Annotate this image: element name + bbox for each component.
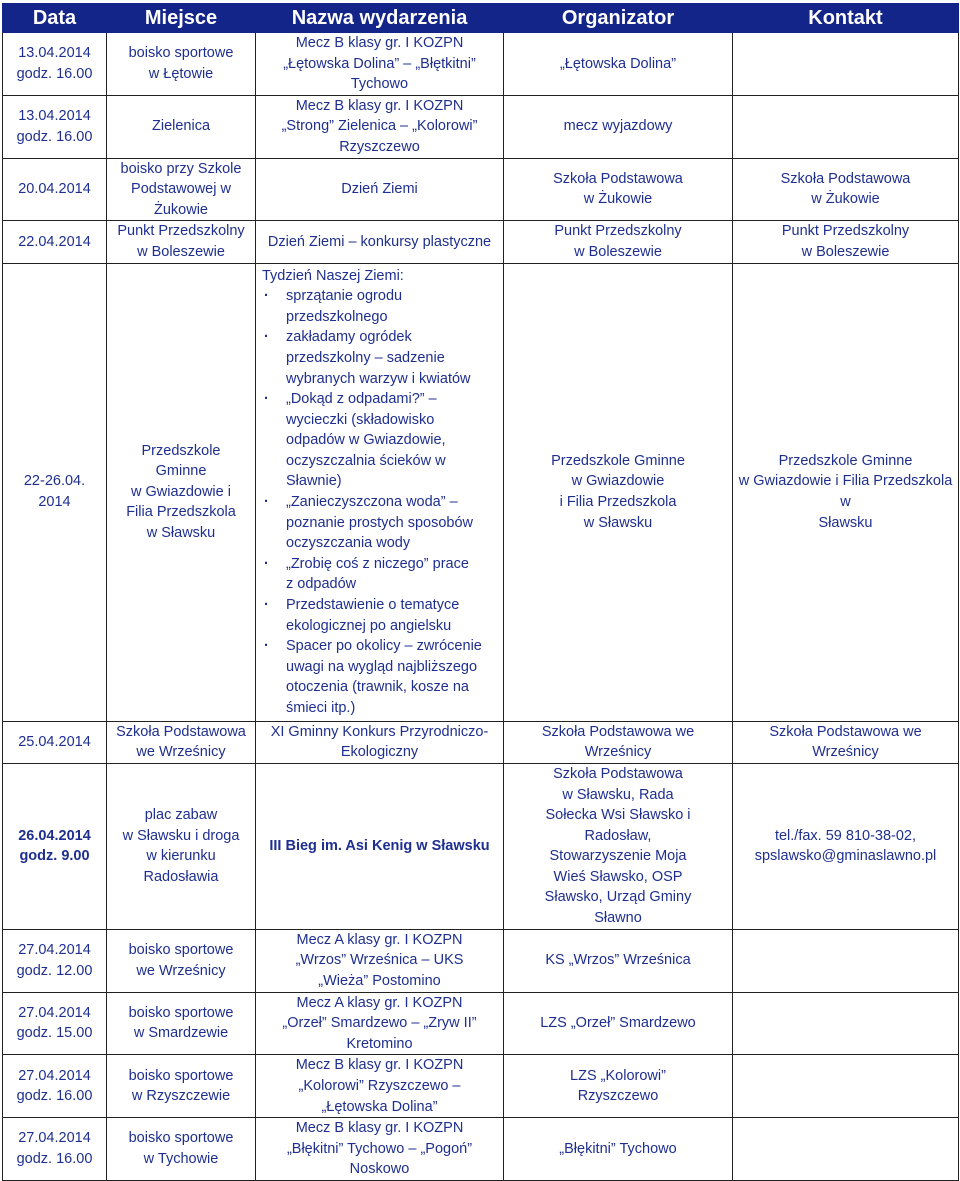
event-line: „Strong” Zielenica – „Kolorowi” — [281, 118, 478, 135]
date-cell — [3, 929, 107, 992]
place-cell — [107, 1118, 256, 1181]
organizer-line: mecz wyjazdowy — [563, 118, 673, 135]
event-line: Rzyszczewo — [339, 138, 420, 155]
list-item — [262, 595, 497, 636]
place-line: boisko sportowe — [128, 45, 234, 62]
item-line: poznanie prostych sposobów — [286, 514, 474, 531]
header-contact: Kontakt — [733, 4, 959, 33]
contact-line: Przedszkole Gminne — [778, 452, 913, 469]
place-cell — [107, 763, 256, 929]
place-line: we Wrześnicy — [136, 962, 226, 979]
place-line: boisko sportowe — [128, 1004, 234, 1021]
item-line: · „Dokąd z odpadami?” – — [286, 391, 437, 408]
table-row — [3, 763, 959, 929]
event-line: „Orzeł” Smardzewo – „Zryw II” — [282, 1015, 477, 1032]
place-line: w Rzyszczewie — [131, 1088, 231, 1105]
event-line: Noskowo — [349, 1161, 410, 1178]
organizer-line: Sołecka Wsi Sławsko i — [545, 807, 691, 824]
contact-line: spslawsko@gminaslawno.pl — [754, 848, 937, 865]
organizer-line: Wrześnicy — [584, 744, 652, 761]
place-line: w Sławsku — [146, 524, 216, 541]
organizer-line: Szkoła Podstawowa — [553, 170, 683, 187]
place-cell — [107, 992, 256, 1055]
item-line: · zakładamy ogródek — [286, 329, 412, 346]
events-table — [2, 3, 959, 1181]
organizer-line: Stowarzyszenie Moja — [549, 848, 687, 865]
event-cell — [256, 95, 504, 158]
place-line: w kierunku — [146, 848, 216, 865]
place-cell — [107, 95, 256, 158]
organizer-line: w Sławsku, Rada — [562, 786, 674, 803]
organizer-line: Przedszkole Gminne — [551, 452, 685, 469]
event-line: Mecz B klasy gr. I KOZPN — [295, 1057, 464, 1074]
time-line: godz. 16.00 — [16, 1088, 93, 1105]
date-cell — [3, 221, 107, 263]
list-item — [262, 554, 497, 595]
header-place: Miejsce — [107, 4, 256, 33]
organizer-cell — [504, 158, 733, 221]
event-items-list — [262, 286, 497, 718]
item-line: otoczenia (trawnik, kosze na — [286, 679, 469, 696]
place-cell — [107, 33, 256, 96]
date-cell — [3, 1118, 107, 1181]
place-cell — [107, 721, 256, 763]
date-line: 22.04.2014 — [18, 233, 91, 250]
organizer-line: w Boleszewie — [574, 243, 662, 260]
organizer-line: Sławno — [594, 910, 642, 927]
item-line: · sprzątanie ogrodu — [286, 288, 403, 305]
item-line: przedszkolnego — [286, 308, 388, 325]
item-line: · „Zanieczyszczona woda” – — [286, 494, 458, 511]
header-organizer: Organizator — [504, 4, 733, 33]
organizer-cell — [504, 992, 733, 1055]
contact-line: w Gwiazdowie i Filia Przedszkola w — [738, 473, 953, 511]
event-line: Mecz A klasy gr. I KOZPN — [296, 931, 463, 948]
place-line: Zielenica — [151, 118, 211, 135]
date-cell — [3, 721, 107, 763]
contact-line: Punkt Przedszkolny — [781, 223, 910, 240]
event-line: „Kolorowi” Rzyszczewo – — [298, 1077, 461, 1094]
place-line: boisko przy Szkole — [120, 160, 242, 177]
place-line: w Sławsku i droga — [122, 827, 240, 844]
contact-cell — [733, 263, 959, 721]
item-line: wybranych warzyw i kwiatów — [286, 370, 471, 387]
list-item — [262, 286, 497, 327]
date-cell — [3, 1055, 107, 1118]
time-line: godz. 16.00 — [16, 65, 93, 82]
organizer-cell — [504, 33, 733, 96]
date-cell — [3, 33, 107, 96]
time-line: godz. 12.00 — [16, 962, 93, 979]
organizer-line: Wieś Sławsko, OSP — [553, 868, 683, 885]
organizer-line: KS „Wrzos” Wrześnica — [545, 952, 691, 969]
event-cell — [256, 33, 504, 96]
organizer-line: Rzyszczewo — [577, 1088, 659, 1105]
table-row — [3, 992, 959, 1055]
organizer-line: LZS „Kolorowi” — [570, 1067, 666, 1084]
item-line: śmieci itp.) — [286, 700, 356, 716]
contact-line: w Żukowie — [811, 191, 880, 208]
date-line: 13.04.2014 — [18, 108, 91, 125]
event-cell — [256, 992, 504, 1055]
contact-cell — [733, 763, 959, 929]
item-line: ekologicznej po angielsku — [286, 617, 452, 634]
organizer-cell — [504, 763, 733, 929]
place-line: w Smardzewie — [133, 1025, 229, 1042]
place-cell — [107, 263, 256, 721]
organizer-cell — [504, 263, 733, 721]
time-line: godz. 16.00 — [16, 1151, 93, 1168]
place-line: boisko sportowe — [128, 1130, 234, 1147]
contact-cell — [733, 929, 959, 992]
date-cell — [3, 992, 107, 1055]
event-line: „Błękitni” Tychowo – „Pogoń” — [286, 1140, 473, 1157]
time-line: godz. 16.00 — [16, 128, 93, 145]
table-row — [3, 263, 959, 721]
place-line: Przedszkole — [141, 442, 221, 459]
event-cell — [256, 1118, 504, 1181]
contact-cell — [733, 1118, 959, 1181]
contact-line: Szkoła Podstawowa — [780, 170, 911, 187]
contact-cell — [733, 95, 959, 158]
contact-cell — [733, 158, 959, 221]
date-line: 27.04.2014 — [18, 1130, 91, 1147]
header-date: Data — [3, 4, 107, 33]
contact-cell — [733, 992, 959, 1055]
organizer-cell — [504, 221, 733, 263]
organizer-line: w Sławsku — [583, 514, 653, 531]
table-row — [3, 33, 959, 96]
organizer-cell — [504, 1118, 733, 1181]
place-line: Radosławia — [143, 868, 219, 885]
event-line: XI Gminny Konkurs Przyrodniczo- — [270, 723, 489, 740]
event-line: Mecz A klasy gr. I KOZPN — [296, 994, 463, 1011]
header-row — [3, 4, 959, 33]
event-cell — [256, 221, 504, 263]
contact-line: tel./fax. 59 810-38-02, — [774, 827, 917, 844]
item-line: uwagi na wygląd najbliższego — [286, 658, 478, 675]
list-item — [262, 389, 497, 492]
place-line: Żukowie — [154, 201, 208, 218]
place-cell — [107, 1055, 256, 1118]
organizer-cell — [504, 721, 733, 763]
place-line: w Tychowie — [143, 1151, 219, 1168]
place-line: boisko sportowe — [128, 1067, 234, 1084]
event-cell — [256, 263, 504, 721]
table-row — [3, 95, 959, 158]
place-line: w Boleszewie — [137, 243, 225, 260]
event-line: Kretomino — [346, 1035, 413, 1052]
organizer-cell — [504, 95, 733, 158]
event-line: III Bieg im. Asi Kenig w Sławsku — [269, 837, 490, 854]
contact-line: Szkoła Podstawowa we Wrześnicy — [769, 723, 922, 761]
event-cell — [256, 929, 504, 992]
date-line: 27.04.2014 — [18, 942, 91, 959]
place-line: Gminne — [155, 463, 207, 480]
organizer-line: „Błękitni” Tychowo — [559, 1140, 677, 1157]
event-line: Mecz B klasy gr. I KOZPN — [295, 1120, 464, 1137]
place-line: Podstawowej w — [131, 181, 231, 198]
event-line: „Wieża” Postomino — [318, 972, 441, 989]
place-cell — [107, 929, 256, 992]
place-line: we Wrześnicy — [136, 744, 226, 761]
place-line: w Łętowie — [148, 65, 214, 82]
item-line: odpadów w Gwiazdowie, — [286, 432, 446, 449]
place-line: boisko sportowe — [128, 942, 234, 959]
organizer-line: i Filia Przedszkola — [559, 494, 677, 511]
list-item — [262, 327, 497, 389]
date-line: 22-26.04. — [23, 473, 86, 490]
event-line: Dzień Ziemi — [341, 181, 418, 198]
event-line: Tychowo — [350, 76, 409, 93]
date-line: 26.04.2014 — [18, 827, 91, 844]
time-line: godz. 15.00 — [16, 1025, 93, 1042]
date-cell — [3, 263, 107, 721]
date-line: 2014 — [38, 494, 71, 511]
organizer-line: w Gwiazdowie — [571, 473, 665, 490]
table-row — [3, 221, 959, 263]
date-line: 25.04.2014 — [18, 733, 91, 750]
contact-cell — [733, 221, 959, 263]
date-line: 27.04.2014 — [18, 1004, 91, 1021]
table-row — [3, 721, 959, 763]
item-line: · „Zrobię coś z niczego” prace — [286, 555, 469, 572]
event-line: „Łętowska Dolina” – „Błętkitni” — [283, 55, 476, 72]
place-cell — [107, 158, 256, 221]
event-cell — [256, 763, 504, 929]
event-line: Mecz B klasy gr. I KOZPN — [295, 35, 464, 51]
header-event: Nazwa wydarzenia — [256, 4, 504, 33]
date-cell — [3, 763, 107, 929]
place-cell — [107, 221, 256, 263]
organizer-line: Szkoła Podstawowa — [553, 765, 683, 782]
item-line: oczyszczalnia ścieków w — [286, 452, 446, 469]
contact-cell — [733, 721, 959, 763]
date-cell — [3, 95, 107, 158]
organizer-line: Radosław, — [584, 827, 652, 844]
contact-cell — [733, 1055, 959, 1118]
item-line: · Przedstawienie o tematyce — [286, 597, 460, 614]
organizer-line: LZS „Orzeł” Smardzewo — [540, 1015, 696, 1032]
place-line: Filia Przedszkola — [126, 504, 236, 521]
table-row — [3, 1118, 959, 1181]
item-line: oczyszczania wody — [286, 535, 411, 552]
contact-line: w Boleszewie — [801, 243, 890, 260]
organizer-line: Punkt Przedszkolny — [554, 223, 682, 240]
organizer-cell — [504, 929, 733, 992]
event-line: Ekologiczny — [340, 744, 419, 761]
place-line: Szkoła Podstawowa — [116, 723, 246, 740]
organizer-line: w Żukowie — [583, 191, 653, 208]
event-cell — [256, 721, 504, 763]
item-line: z odpadów — [286, 576, 357, 593]
item-line: przedszkolny – sadzenie — [286, 349, 445, 366]
item-line: · Spacer po okolicy – zwrócenie — [286, 638, 482, 655]
contact-line: Sławsku — [818, 514, 873, 531]
date-line: 20.04.2014 — [18, 181, 91, 198]
place-line: w Gwiazdowie i — [131, 483, 231, 500]
organizer-line: Szkoła Podstawowa we — [541, 723, 695, 740]
event-line: Mecz B klasy gr. I KOZPN — [295, 97, 464, 114]
event-intro: Tydzień Naszej Ziemi: — [262, 267, 404, 284]
event-line: Dzień Ziemi – konkursy plastyczne — [267, 233, 492, 250]
list-item — [262, 636, 497, 718]
event-cell — [256, 158, 504, 221]
date-cell — [3, 158, 107, 221]
table-row — [3, 929, 959, 992]
time-line: godz. 9.00 — [19, 848, 90, 865]
organizer-line: Sławsko, Urząd Gminy — [544, 889, 692, 906]
item-line: wycieczki (składowisko — [286, 411, 435, 428]
date-line: 13.04.2014 — [18, 45, 91, 62]
event-line: „Łętowska Dolina” — [321, 1098, 438, 1115]
organizer-cell — [504, 1055, 733, 1118]
contact-cell — [733, 33, 959, 96]
item-line: Sławnie) — [286, 473, 342, 490]
event-line: „Wrzos” Wrześnica – UKS — [295, 952, 464, 969]
place-line: plac zabaw — [144, 807, 218, 824]
organizer-line: „Łętowska Dolina” — [559, 55, 677, 72]
list-item — [262, 492, 497, 554]
date-line: 27.04.2014 — [18, 1067, 91, 1084]
place-line: Punkt Przedszkolny — [117, 223, 245, 240]
table-row — [3, 158, 959, 221]
table-row — [3, 1055, 959, 1118]
event-cell — [256, 1055, 504, 1118]
